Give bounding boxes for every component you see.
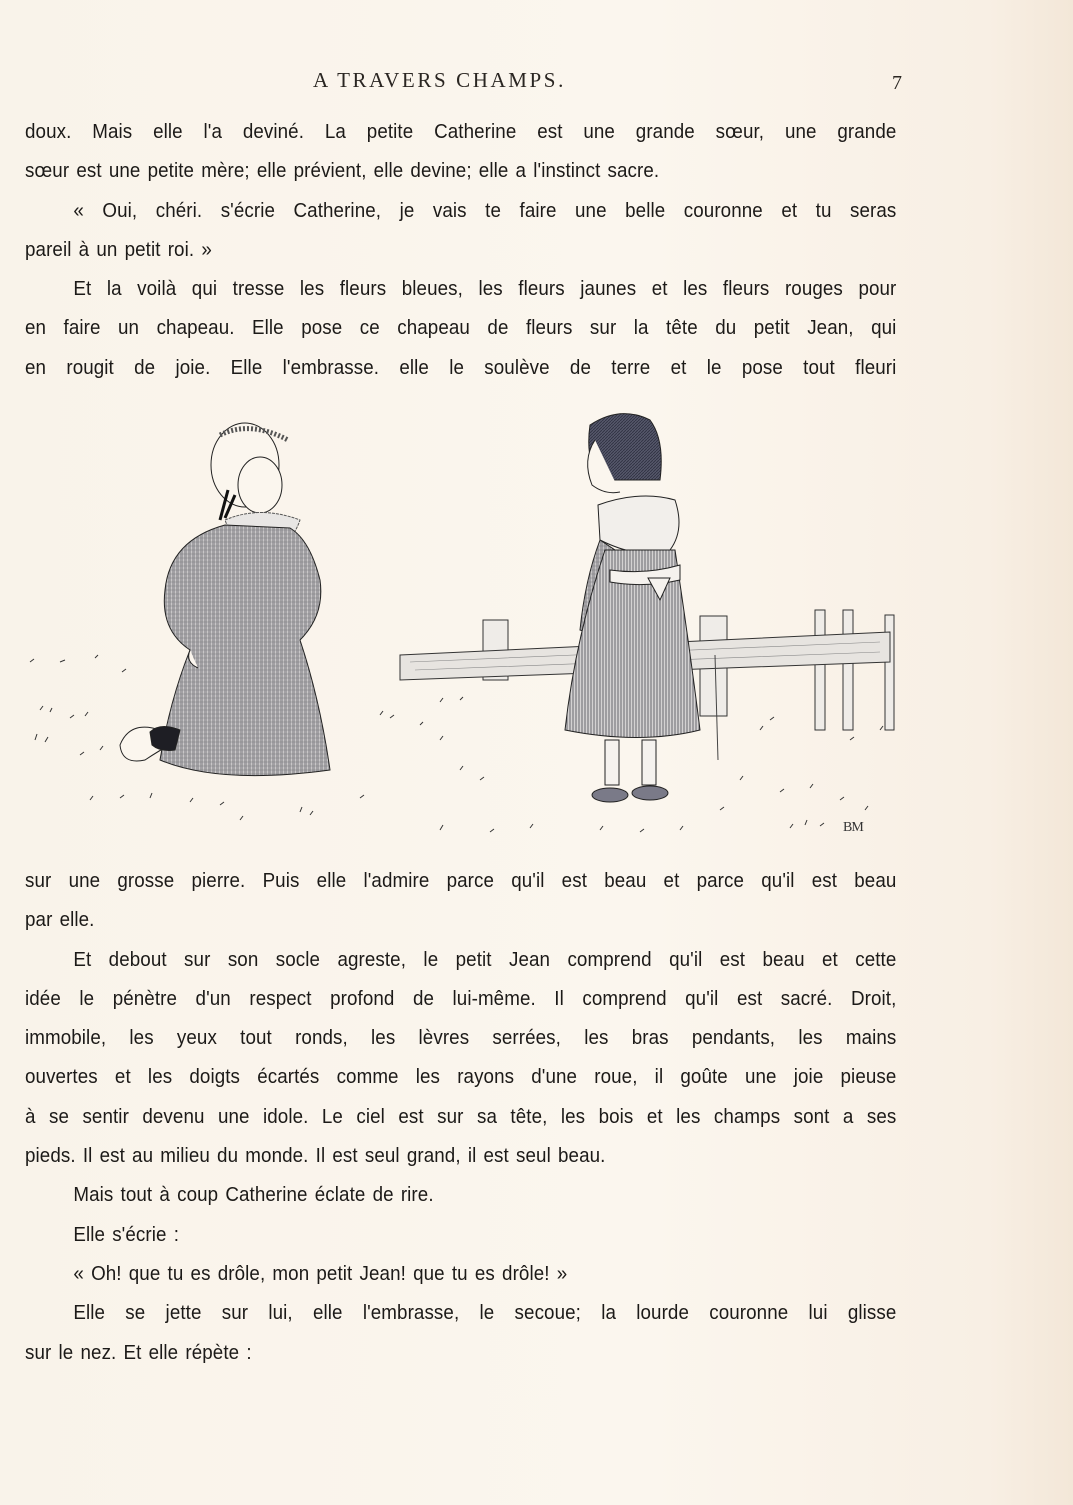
text-line: sœur est une petite mère; elle prévient, elle devine; elle a l'instinct sacre. — [25, 160, 660, 183]
text-line: ouvertes et les doigts écartés comme les rayons d'une roue, il goûte une joie pieuse — [25, 1066, 897, 1089]
text-block-bottom — [25, 862, 897, 1373]
text-line: en faire un chapeau. Elle pose ce chapeau de fleurs sur la tête du petit Jean, qui — [25, 317, 897, 340]
standing-child-figure — [565, 414, 700, 802]
text-line: « Oui, chéri. s'écrie Catherine, je vais te faire une belle couronne et tu seras — [73, 199, 897, 222]
illustrator-signature: BM — [843, 820, 863, 835]
page-number: 7 — [892, 72, 902, 94]
text-line: sur le nez. Et elle répète : — [25, 1341, 252, 1364]
text-line: en rougit de joie. Elle l'embrasse. elle le soulève de terre et le pose tout fleuri — [25, 356, 897, 379]
text-block-top — [25, 113, 897, 388]
text-line: pieds. Il est au milieu du monde. Il est seul grand, il est seul beau. — [25, 1145, 606, 1168]
text-line: Mais tout à coup Catherine éclate de rire. — [73, 1184, 434, 1207]
text-line: sur une grosse pierre. Puis elle l'admire parce qu'il est beau et parce qu'il est beau — [25, 870, 897, 892]
text-line: par elle. — [25, 909, 95, 932]
text-line: Elle s'écrie : — [73, 1223, 180, 1246]
kneeling-girl-figure — [120, 423, 330, 776]
text-line: doux. Mais elle l'a deviné. La petite Catherine est une grande sœur, une grande — [25, 121, 897, 143]
text-line: Et la voilà qui tresse les fleurs bleues, les fleurs jaunes et les fleurs rouges pour — [73, 278, 897, 301]
text-line: idée le pénètre d'un respect profond de lui-même. Il comprend qu'il est sacré. Droit, — [25, 987, 897, 1010]
illustration — [20, 400, 910, 850]
running-title: A TRAVERS CHAMPS. — [313, 68, 566, 92]
text-line: pareil à un petit roi. » — [25, 238, 212, 261]
text-line: Elle se jette sur lui, elle l'embrasse, le secoue; la lourde couronne lui glisse — [73, 1302, 897, 1325]
text-line: à se sentir devenu une idole. Le ciel est sur sa tête, les bois et les champs sont a ses — [25, 1105, 897, 1128]
ink-drawing-children-field — [20, 400, 910, 850]
running-head — [0, 68, 1073, 98]
text-line: « Oh! que tu es drôle, mon petit Jean! que tu es drôle! » — [73, 1262, 568, 1285]
text-line: Et debout sur son socle agreste, le petit Jean comprend qu'il est beau et cette — [73, 948, 897, 971]
text-line: immobile, les yeux tout ronds, les lèvres serrées, les bras pendants, les mains — [25, 1027, 897, 1050]
